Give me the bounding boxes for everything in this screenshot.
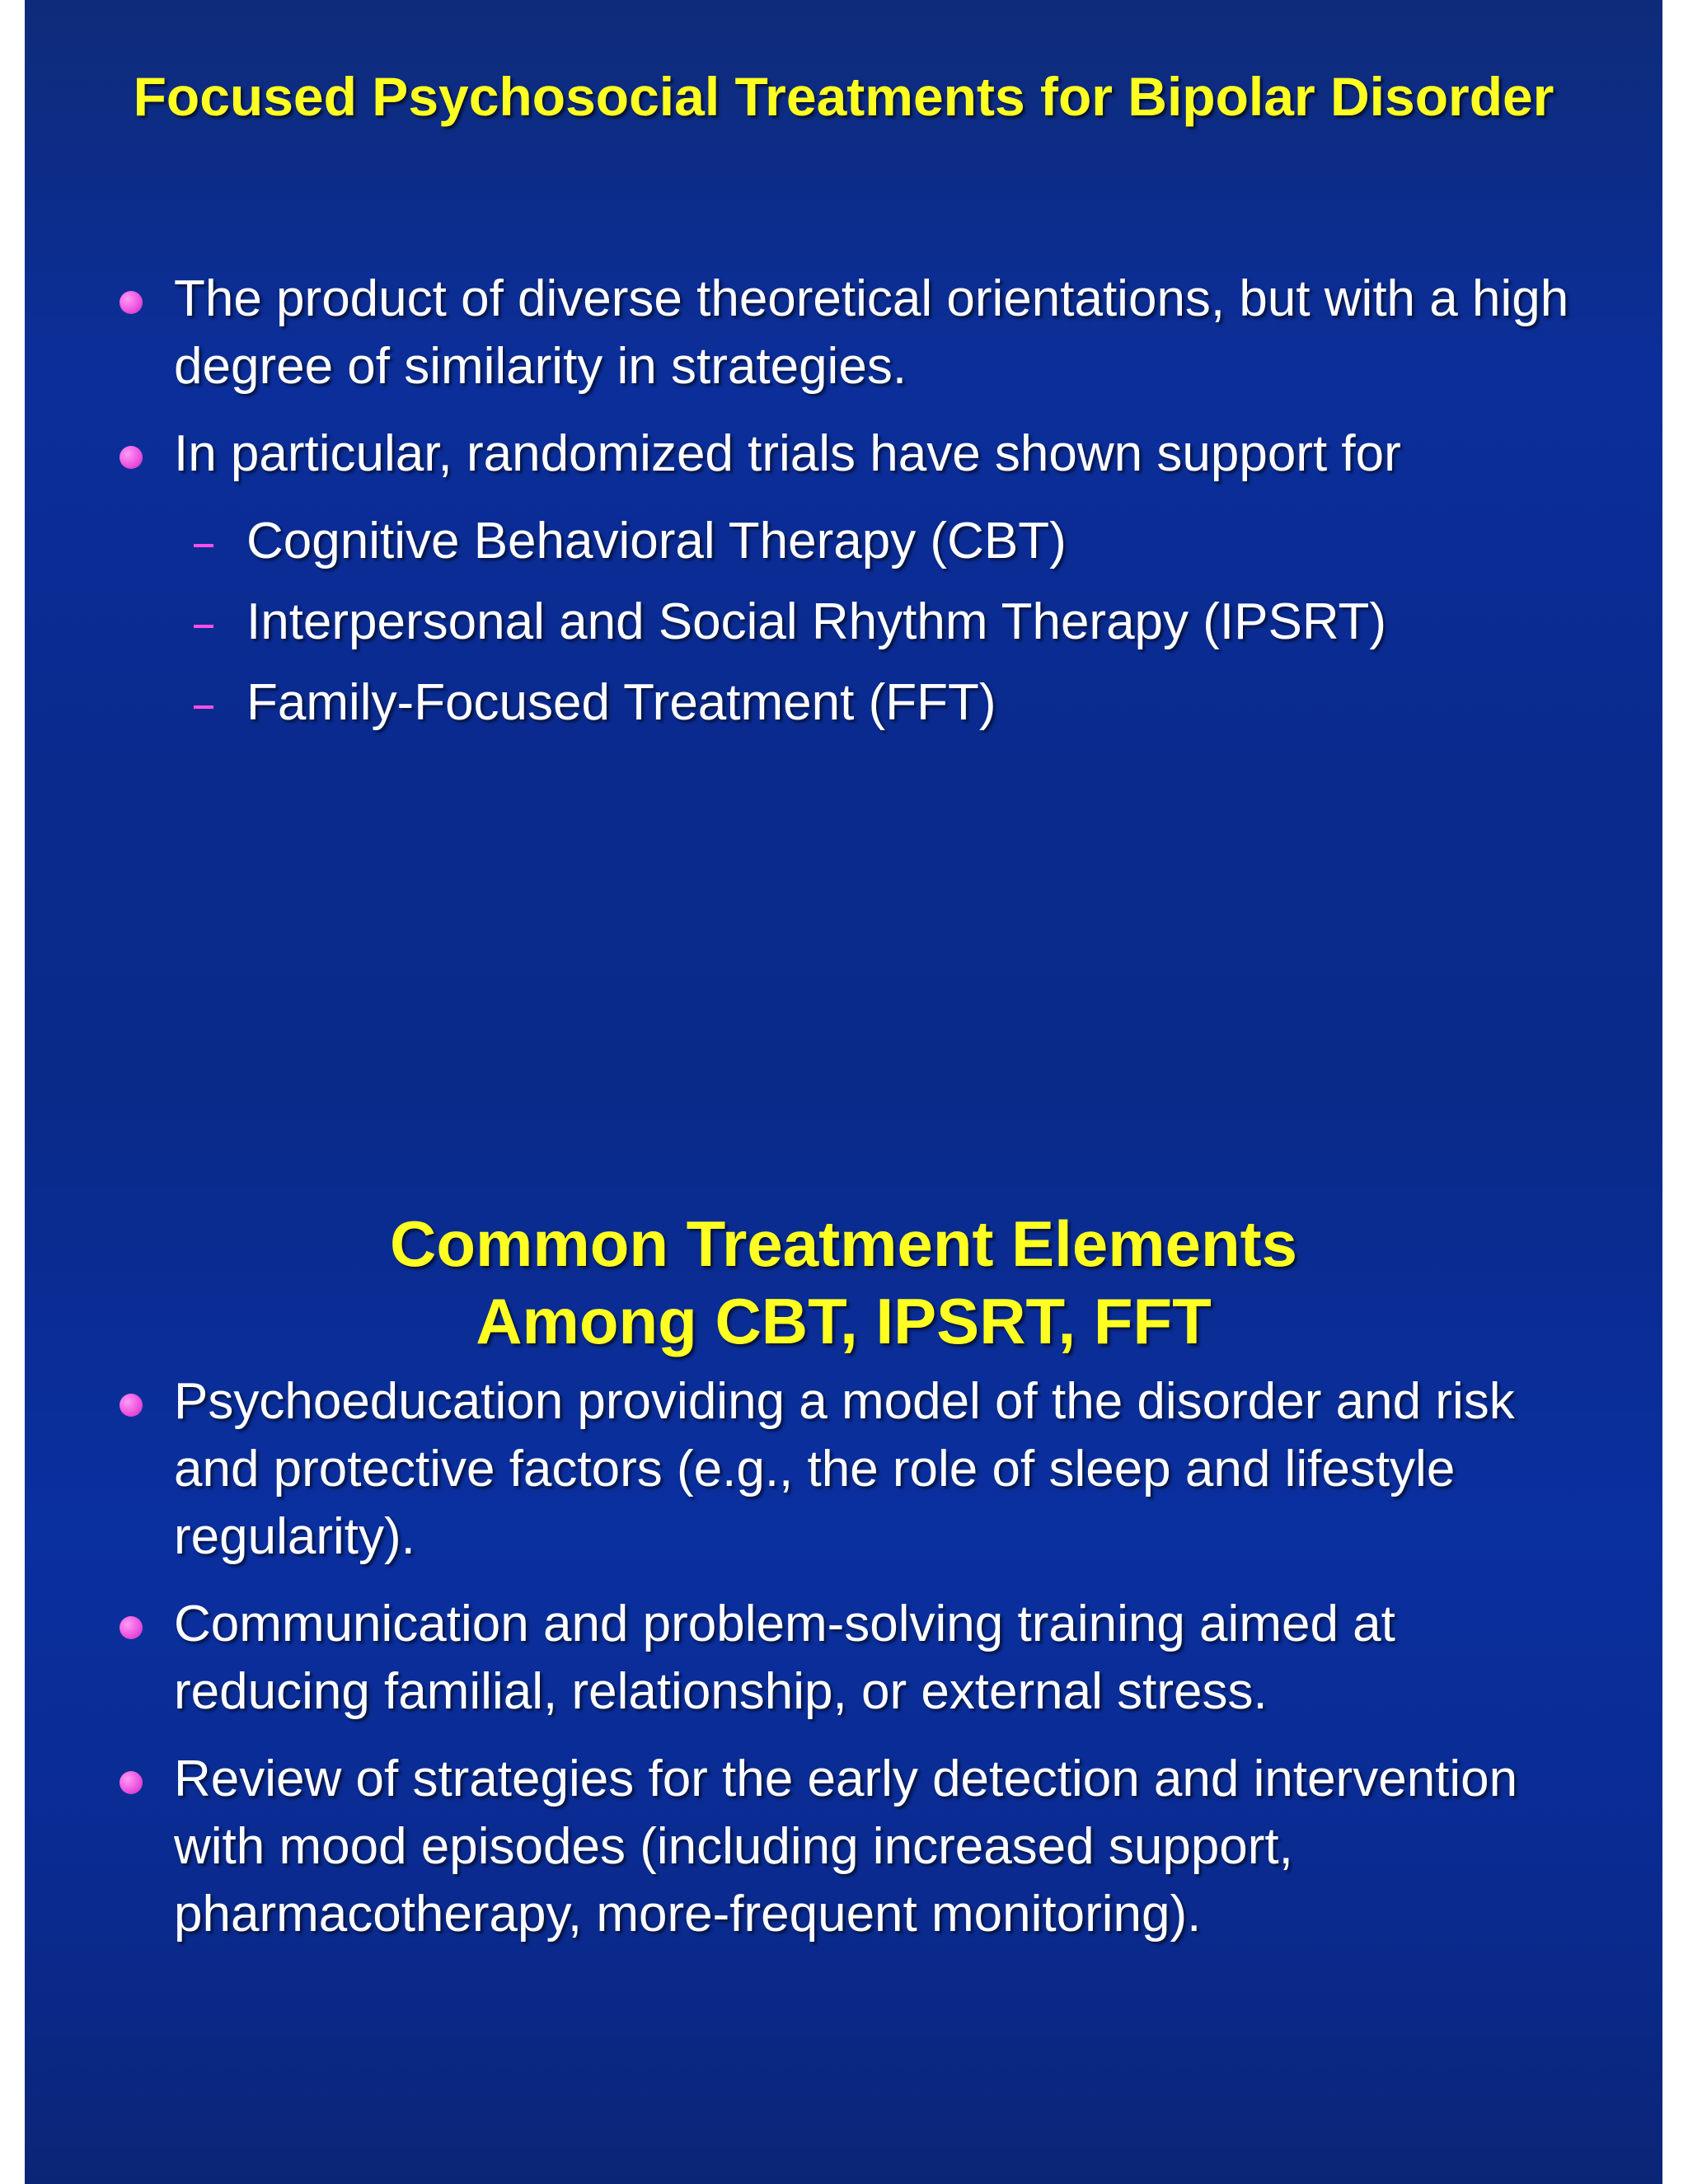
sub-bullet-item xyxy=(25,669,1662,737)
dash-icon xyxy=(194,705,213,709)
bullet-item xyxy=(25,420,1662,488)
dash-icon xyxy=(194,625,213,628)
slide-common-elements xyxy=(25,1092,1662,2184)
bullet-item xyxy=(25,1746,1662,1948)
sub-bullet-text: Family-Focused Treatment (FFT) xyxy=(246,674,996,731)
bullet-list xyxy=(25,1368,1662,1968)
slide-title: Focused Psychosocial Treatments for Bipolar Disorder xyxy=(133,66,1554,128)
title-line-2: Among CBT, IPSRT, FFT xyxy=(476,1285,1212,1358)
bullet-text: In particular, randomized trials have shown support for xyxy=(174,425,1401,482)
slide-focused-treatments xyxy=(25,0,1662,1092)
bullet-dot-icon xyxy=(120,446,143,469)
sub-bullet-item xyxy=(25,508,1662,575)
bullet-dot-icon xyxy=(120,1771,143,1794)
slide-title xyxy=(25,1205,1662,1360)
bullet-text: Review of strategies for the early detection and intervention with mood episodes (including increased support, pharmacotherapy, more-frequent monitoring). xyxy=(174,1750,1518,1943)
bullet-text: Communication and problem-solving training aimed at reducing familial, relationship, or external stress. xyxy=(174,1596,1395,1720)
bullet-text: Psychoeducation providing a model of the disorder and risk and protective factors (e.g., the role of sleep and lifestyle regularity). xyxy=(174,1373,1515,1565)
dash-icon xyxy=(194,544,213,547)
sub-bullet-text: Interpersonal and Social Rhythm Therapy (IPSRT) xyxy=(246,593,1387,650)
bullet-item xyxy=(25,1368,1662,1571)
bullet-item xyxy=(25,265,1662,401)
bullet-dot-icon xyxy=(120,291,143,314)
bullet-text: The product of diverse theoretical orientations, but with a high degree of similarity in strategies. xyxy=(174,270,1569,395)
bullet-dot-icon xyxy=(120,1394,143,1417)
sub-bullet-text: Cognitive Behavioral Therapy (CBT) xyxy=(246,513,1067,569)
bullet-item xyxy=(25,1591,1662,1726)
title-line-1: Common Treatment Elements xyxy=(390,1207,1297,1281)
bullet-dot-icon xyxy=(120,1616,143,1639)
bullet-list xyxy=(25,265,1662,750)
sub-bullet-item xyxy=(25,588,1662,656)
